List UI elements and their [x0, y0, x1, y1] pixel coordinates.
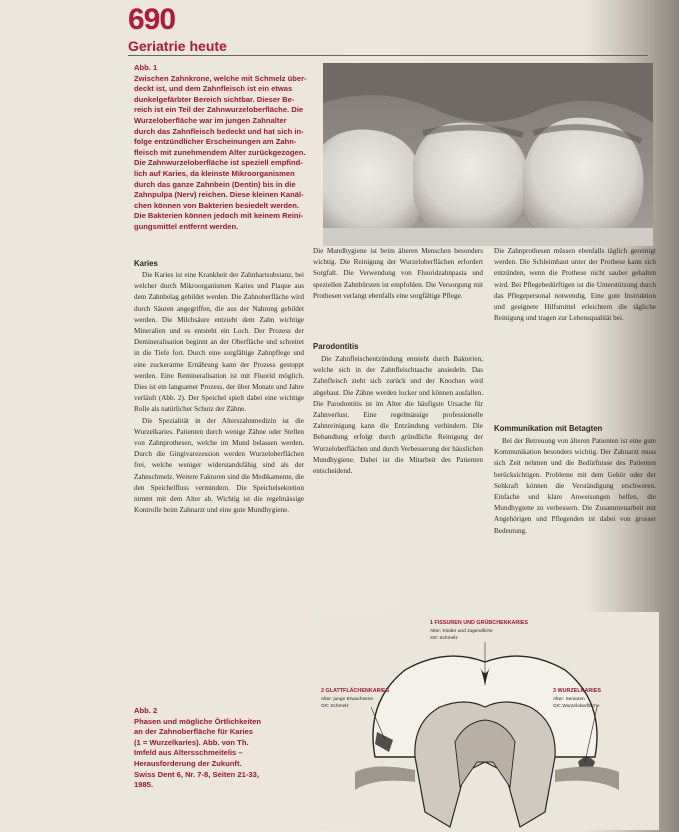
column-3: [494, 436, 656, 604]
figure-2-caption: [134, 706, 310, 791]
caption-line: deckt ist, und dem Zahnfleisch ist ein etwas: [134, 84, 293, 94]
karies-heading: Karies: [134, 259, 158, 268]
caption-line: reich ist ein Teil der Zahnwurzeloberfläche. Die: [134, 105, 304, 115]
kommunikation-heading: Kommunikation mit Betagten: [494, 424, 603, 433]
caption-line: chen können von Bakterien besiedelt werden.: [134, 200, 299, 210]
caption-line: fleisch mit zunehmendem Alter zurückgezogen.: [134, 147, 306, 157]
dental-photo: [323, 63, 653, 246]
diagram-label-3: 3 WURZELKARIES: [553, 688, 601, 694]
caption-line: gungsmittel entfernt werden.: [134, 221, 239, 231]
paragraph: Die Zahnfleischentzündung entsteht durch Bakterien, welche sich in der Zahnfleischtasche ansiedeln. Das Zahnfleisch zieht sich zurück und der Knochen wird abgebaut. Die Zähne werden locker und können ausfallen. Die Parodontitis ist im Alter die häufigste Ursache für Zahnverlust. Eine regelmässige professionelle Zahnreinigung kann die Entzündung verhindern. Die Behandlung erfolgt durch gründliche Reinigung der Wurzeloberflächen und durch Verbesserung der häuslichen Mundhygiene. Dabei ist die Mitarbeit des Patienten entscheidend.: [313, 355, 483, 476]
tooth-caries-diagram: [315, 612, 659, 830]
parodontitis-heading: Parodontitis: [313, 342, 359, 351]
paragraph: Bei der Betreuung von älteren Patienten ist eine gute Kommunikation besonders wichtig. Der Zahnarzt muss sich Zeit nehmen und die Bedürfnisse des Patienten berücksichtigen. Probleme mit dem Gehör oder der Sehkraft können die Verständigung erschweren. Einfache und klare Anweisungen helfen, die Mundhygiene zu verbessern. Die Zusammenarbeit mit Angehörigen und Pflegenden ist dabei von grosser Bedeutung.: [494, 437, 656, 535]
column-3-intro: [494, 246, 656, 410]
caption-line: Wurzeloberfläche war im jungen Zahnalter: [134, 115, 287, 125]
diagram-label-1-sub2: Ort: Schmelz: [430, 636, 458, 641]
paragraph: Die Karies ist eine Krankheit der Zahnhartsubstanz, bei welcher durch Mikroorganismen Karies und Plaque aus dem Zahnbelag gebildet werden. Die Zahnoberfläche wird durch Säuren angegriffen, die aus der Nahrung gebildet werden. Die Milchsäure entzieht dem Zahn wichtige Mineralien und es entsteht ein Loch. Der Prozess der Demineralisation beginnt an der Oberfläche und schreitet in die Tiefe fort. Durch eine sorgfältige Zahnpflege und eine zuckerarme Ernährung kann der Prozess gestoppt werden. Eine Remineralisation ist mit Fluorid möglich. Dies ist ein langsamer Prozess, der über Monate und Jahre verläuft (Abb. 2). Der Speichel spielt dabei eine wichtige Rolle als natürlicher Schutz der Zähne.: [134, 271, 304, 414]
figure-1-label: Abb. 1: [134, 63, 158, 72]
caption-line: Zwischen Zahnkrone, welche mit Schmelz über-: [134, 73, 307, 83]
diagram-label-3-sub1: Alter: Senioren: [553, 697, 585, 702]
column-1: [134, 270, 304, 666]
caption-line: an der Zahnoberfläche für Karies: [134, 727, 254, 737]
column-2: [313, 354, 483, 606]
diagram-label-2-sub2: Ort: Schmelz: [321, 704, 349, 709]
caption-line: dunkelgefärbter Bereich sichtbar. Dieser Be-: [134, 94, 295, 104]
caption-line: (1 = Wurzelkaries). Abb. von Th.: [134, 737, 249, 747]
caption-line: Herausforderung der Zukunft.: [134, 758, 242, 768]
figure-2-label: Abb. 2: [134, 706, 158, 715]
caption-line: 1985.: [134, 780, 154, 790]
section-title: Geriatrie heute: [128, 38, 227, 54]
paragraph: Die Zahnprothesen müssen ebenfalls täglich gereinigt werden. Die Schleimhaut unter der Prothese kann sich entzünden, wenn die Prothese nicht sauber gehalten wird. Bei Pflegebedürftigen ist die Unterstützung durch das Pflegepersonal notwendig. Eine gute Instruktion und geeignete Hilfsmittel erleichtern die tägliche Reinigung und tragen zur Lebensqualität bei.: [494, 247, 656, 323]
figure-1-caption: [134, 63, 320, 233]
caption-line: durch das Zahnfleisch bedeckt und hat sich in-: [134, 126, 304, 136]
paragraph: Die Mundhygiene ist beim älteren Menschen besonders wichtig. Die Reinigung der Wurzeloberflächen erfordert Sorgfalt. Die Verwendung von Fluoridzahnpasta und speziellen Zahnbürsten ist empfohlen. Die Versorgung mit Prothesen verlangt ebenfalls eine sorgfältige Pflege.: [313, 247, 483, 300]
caption-line: lich auf Karies, da kleinste Mikroorganismen: [134, 168, 295, 178]
diagram-label-2-sub1: Alter: junge Erwachsene: [321, 697, 373, 702]
caption-line: Die Zahnwurzeloberfläche ist speziell empfind-: [134, 158, 303, 168]
page-number: 690: [128, 3, 176, 36]
caption-line: Die Bakterien können jedoch mit keinem Reini-: [134, 211, 304, 221]
diagram-label-1-sub1: Alter: Kinder und Jugendliche: [430, 629, 493, 634]
diagram-label-3-sub2: Ort: Wurzeloberfläche: [553, 704, 600, 709]
caption-line: Swiss Dent 6, Nr. 7-8, Seiten 21-33,: [134, 769, 259, 779]
diagram-label-2: 2 GLATTFLÄCHENKARIES: [321, 688, 390, 694]
column-2-intro: [313, 246, 483, 336]
header-rule: [128, 55, 648, 56]
diagram-label-1: 1 FISSUREN UND GRÜBCHENKARIES: [430, 620, 528, 626]
caption-line: Imfeld aus Altersschmeitelis –: [134, 748, 243, 758]
caption-line: durch das ganze Zahnbein (Dentin) bis in die: [134, 179, 296, 189]
caption-line: folge entzündlicher Erscheinungen am Zahn-: [134, 137, 297, 147]
caption-line: Phasen und mögliche Örtlichkeiten: [134, 716, 262, 726]
paragraph: Die Spezialität in der Alterszahnmedizin ist die Wurzelkaries. Patienten durch wenige Zähne oder Stellen von Zahnprothesen, welche im Mund belassen werden. Durch die Gingivarezession werden Wurzeloberflächen frei, welche weniger widerstandsfähig sind als der Zahnschmelz. Weitere Faktoren sind die Medikamente, die den Speichelfluss vermindern. Die Speichelsekretion nimmt mit dem Alter ab. Wichtig ist die regelmässige Kontrolle beim Zahnarzt und eine gute Mundhygiene.: [134, 416, 304, 515]
teeth-photo-image: [323, 63, 653, 246]
caption-line: Zahnpulpa (Nerv) reichen. Diese kleinen Kanäl-: [134, 190, 304, 200]
